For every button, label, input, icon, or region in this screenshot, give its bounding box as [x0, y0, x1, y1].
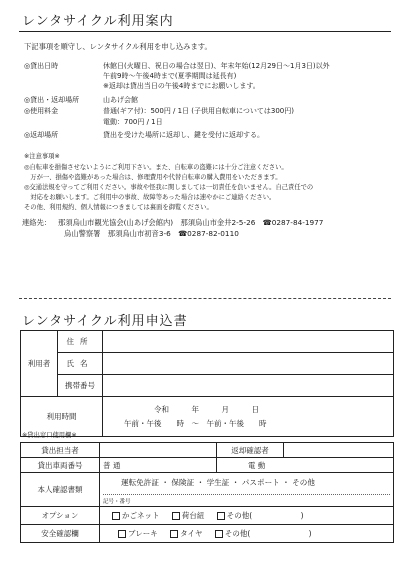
application-table [20, 330, 394, 437]
contact-line1: 那須烏山市観光協会(山あげ会館内) 那須烏山市金井2-5-26 ☎0287-84-1977 [58, 218, 324, 227]
safety-label: 安全確認欄 [21, 525, 100, 543]
safety-other-checkbox[interactable] [215, 530, 223, 538]
cargo-strap-checkbox[interactable] [172, 512, 180, 520]
title-underline [19, 31, 391, 32]
info-fee-line1: 普通(ギア付)：500円 / 1日 (子供用自転車については300円) [103, 107, 294, 115]
brake-checkbox[interactable] [118, 530, 126, 538]
options-field [100, 507, 394, 525]
phone-field[interactable] [103, 375, 394, 397]
note-line: ◎交通法規を守ってご利用ください。事故や怪我に関しましては一切責任を負いません。自己責任での [24, 184, 314, 191]
note-line: ◎自転車を損傷させないようにご利用下さい。また、自転車の盗難には十分ご注意ください。 [24, 164, 288, 171]
info-label-fee: ◎使用料金 [24, 107, 59, 115]
info-place-value: 山あげ会館 [103, 96, 138, 104]
id-number-label: 記号・番号 [103, 494, 390, 505]
normal-label: 普 通 [103, 460, 121, 470]
tire-label: タイヤ [180, 529, 203, 538]
safety-other-label: その他( [224, 529, 251, 538]
id-options: 運転免許証 ・ 保険証 ・ 学生証 ・ パスポート ・ その他 [121, 478, 315, 487]
info-return-value: 貸出を受けた場所に返却し、鍵を受付に返却する。 [103, 131, 264, 139]
info-hours-line3: ※返却は貸出当日の午後4時までにお願いします。 [103, 82, 260, 90]
basket-net-label: かごネット [122, 511, 160, 520]
name-label: 氏名 [58, 353, 103, 375]
info-label-return: ◎返却場所 [24, 131, 59, 139]
name-field[interactable] [103, 353, 394, 375]
cargo-strap-label: 荷台紐 [181, 511, 205, 520]
address-label: 住所 [58, 331, 103, 353]
lender-label: 貸出担当者 [21, 443, 100, 458]
note-line: 対応をお願いします。ご利用中の事故、故障等あった場合は速やかにご連絡ください。 [24, 194, 276, 201]
brake-label: ブレーキ [128, 529, 158, 538]
address-field[interactable] [103, 331, 394, 353]
page-title: レンタサイクル利用案内 [22, 14, 174, 29]
form-title: レンタサイクル利用申込書 [22, 314, 188, 329]
option-other-label: その他( [226, 511, 253, 520]
period-label: 利用時間 [21, 397, 103, 437]
staff-table [20, 442, 394, 543]
electric-label: 電 動 [248, 460, 266, 470]
id-docs-field[interactable] [100, 473, 394, 507]
returner-label: 返却確認者 [217, 443, 284, 458]
info-label-hours: ◎貸出日時 [24, 62, 59, 70]
electric-field[interactable] [217, 458, 394, 473]
id-docs-label: 本人確認書類 [21, 473, 100, 507]
note-line: その他、利用規約、個人情報につきましては裏面を御覧ください。 [24, 204, 213, 211]
bike-number-label: 貸出車両番号 [21, 458, 100, 473]
normal-field[interactable] [100, 458, 217, 473]
safety-other-close: ) [308, 529, 312, 538]
note-line: 万が一、損傷や盗難があった場合は、修理費用や代替自転車の購入費用をいただきます。 [24, 174, 282, 181]
info-hours-line1: 休館日(火曜日、祝日の場合は翌日)、年末年始(12月29日～1月3日)以外 [103, 62, 330, 70]
safety-field [100, 525, 394, 543]
info-label-place: ◎貸出・返却場所 [24, 96, 80, 104]
contact-label: 連絡先： [22, 218, 52, 227]
lender-field[interactable] [100, 443, 217, 458]
period-field[interactable] [103, 397, 394, 437]
info-hours-line2: 午前9時～午後4時まで(夏季期間は延長有) [103, 72, 237, 80]
time-line: 午前・午後 時 ～ 午前・午後 時 [124, 418, 267, 428]
option-other-checkbox[interactable] [217, 512, 225, 520]
phone-label: 携帯番号 [58, 375, 103, 397]
info-fee-line2: 電動：700円 / 1日 [103, 118, 163, 126]
intro-text: 下記事項を順守し、レンタサイクル利用を申し込みます。 [24, 42, 212, 51]
contact-line2: 烏山警察署 那須烏山市初音3-6 ☎0287-82-0110 [64, 229, 239, 238]
date-line: 令和 年 月 日 [154, 404, 259, 414]
form-divider [19, 298, 391, 299]
option-other-close: ) [300, 511, 304, 520]
returner-field[interactable] [284, 443, 394, 458]
user-label: 利用者 [21, 331, 58, 397]
basket-net-checkbox[interactable] [112, 512, 120, 520]
staff-heading: ※貸出窓口使用欄※ [22, 432, 77, 439]
notes-heading: ※注意事項※ [24, 153, 60, 160]
tire-checkbox[interactable] [170, 530, 178, 538]
options-label: オプション [21, 507, 100, 525]
